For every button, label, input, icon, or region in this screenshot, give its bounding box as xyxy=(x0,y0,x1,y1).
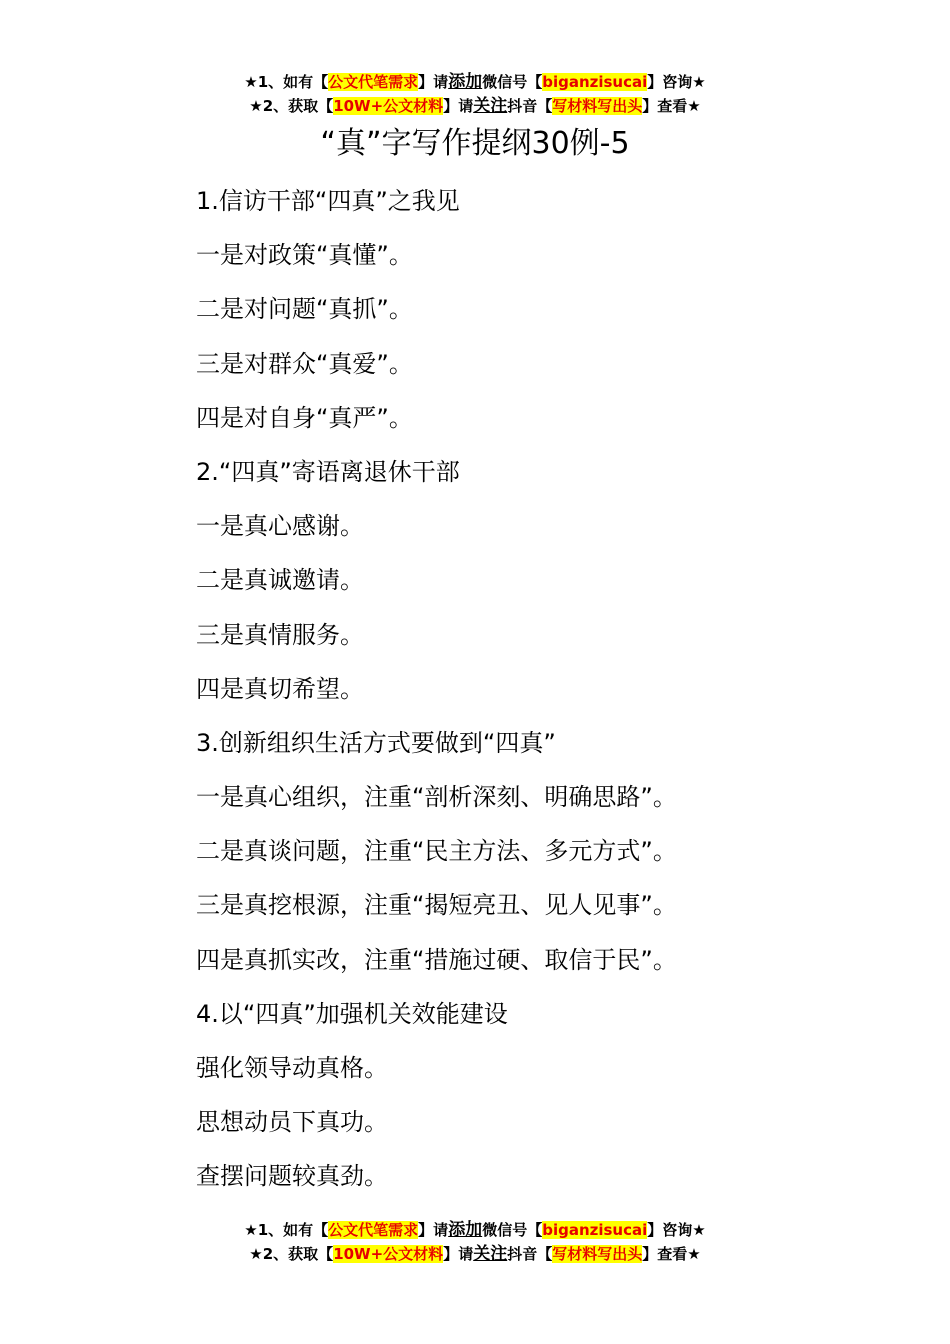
banner-line-1-emphasis: 添加 xyxy=(448,72,483,92)
document-title: “真”字写作提纲30例-5 xyxy=(320,126,630,161)
list-item: 查摆问题较真劲。 xyxy=(196,1162,388,1191)
footer-line-2-highlight-douyin: 写材料写出头 xyxy=(552,1245,643,1263)
banner-line-1 xyxy=(0,70,950,94)
section-heading-1: 1.信访干部“四真”之我见 xyxy=(196,187,460,215)
banner-line-1-mid2: 微信号【 xyxy=(482,73,543,91)
footer-line-2-prefix: ★2、获取【 xyxy=(249,1245,334,1263)
section-heading-3: 3.创新组织生活方式要做到“四真” xyxy=(196,728,556,757)
list-item: 强化领导动真格。 xyxy=(196,1054,388,1082)
document-body xyxy=(196,174,896,1204)
footer-line-1-prefix: ★1、如有【 xyxy=(244,1221,329,1239)
banner-line-1-mid1: 】请 xyxy=(418,73,449,91)
list-item: 三是对群众“真爱”。 xyxy=(196,349,413,378)
footer-line-2-emphasis: 关注 xyxy=(473,1244,508,1264)
list-item: 三是真情服务。 xyxy=(196,620,364,649)
section-heading-4: 4.以“四真”加强机关效能建设 xyxy=(196,999,508,1028)
list-item: 一是真心组织，注重“剖析深刻、明确思路”。 xyxy=(196,783,677,812)
banner-line-2-suffix: 】查看★ xyxy=(642,97,701,115)
footer-line-2-suffix: 】查看★ xyxy=(642,1245,701,1263)
list-item: 四是对自身“真严”。 xyxy=(196,403,413,432)
banner-line-1-suffix: 】咨询★ xyxy=(647,73,706,91)
banner-line-2-mid2: 抖音【 xyxy=(507,97,553,115)
footer-banner xyxy=(0,1218,950,1266)
list-item: 二是真诚邀请。 xyxy=(196,566,364,595)
footer-line-2-mid2: 抖音【 xyxy=(507,1245,553,1263)
list-item: 一是真心感谢。 xyxy=(196,512,364,541)
banner-line-2-mid1: 】请 xyxy=(443,97,474,115)
footer-line-2-mid1: 】请 xyxy=(443,1245,474,1263)
list-item: 二是真谈问题，注重“民主方法、多元方式”。 xyxy=(196,837,677,866)
banner-line-1-highlight-service: 公文代笔需求 xyxy=(328,73,419,91)
footer-line-1-highlight-service: 公文代笔需求 xyxy=(328,1221,419,1239)
section-heading-2: 2.“四真”寄语离退休干部 xyxy=(196,457,460,486)
banner-line-1-prefix: ★1、如有【 xyxy=(244,73,329,91)
banner-line-2-highlight-materials: 10W+公文材料 xyxy=(333,97,444,115)
list-item: 四是真抓实改，注重“措施过硬、取信于民”。 xyxy=(196,945,677,974)
list-item: 一是对政策“真懂”。 xyxy=(196,241,413,270)
footer-line-2 xyxy=(0,1242,950,1266)
footer-line-1 xyxy=(0,1218,950,1242)
banner-line-2 xyxy=(0,94,950,118)
list-item: 思想动员下真功。 xyxy=(196,1108,388,1137)
list-item: 四是真切希望。 xyxy=(196,674,364,703)
banner-line-2-emphasis: 关注 xyxy=(473,96,508,116)
banner-line-2-highlight-douyin: 写材料写出头 xyxy=(552,97,643,115)
footer-line-1-mid2: 微信号【 xyxy=(482,1221,543,1239)
footer-line-1-highlight-wechat: biganzisucai xyxy=(542,1221,648,1239)
footer-line-1-suffix: 】咨询★ xyxy=(647,1221,706,1239)
footer-line-2-highlight-materials: 10W+公文材料 xyxy=(333,1245,444,1263)
banner-line-1-highlight-wechat: biganzisucai xyxy=(542,73,648,91)
footer-line-1-mid1: 】请 xyxy=(418,1221,449,1239)
list-item: 三是真挖根源，注重“揭短亮丑、见人见事”。 xyxy=(196,891,677,920)
footer-line-1-emphasis: 添加 xyxy=(448,1220,483,1240)
header-banner xyxy=(0,70,950,118)
banner-line-2-prefix: ★2、获取【 xyxy=(249,97,334,115)
list-item: 二是对问题“真抓”。 xyxy=(196,295,413,324)
